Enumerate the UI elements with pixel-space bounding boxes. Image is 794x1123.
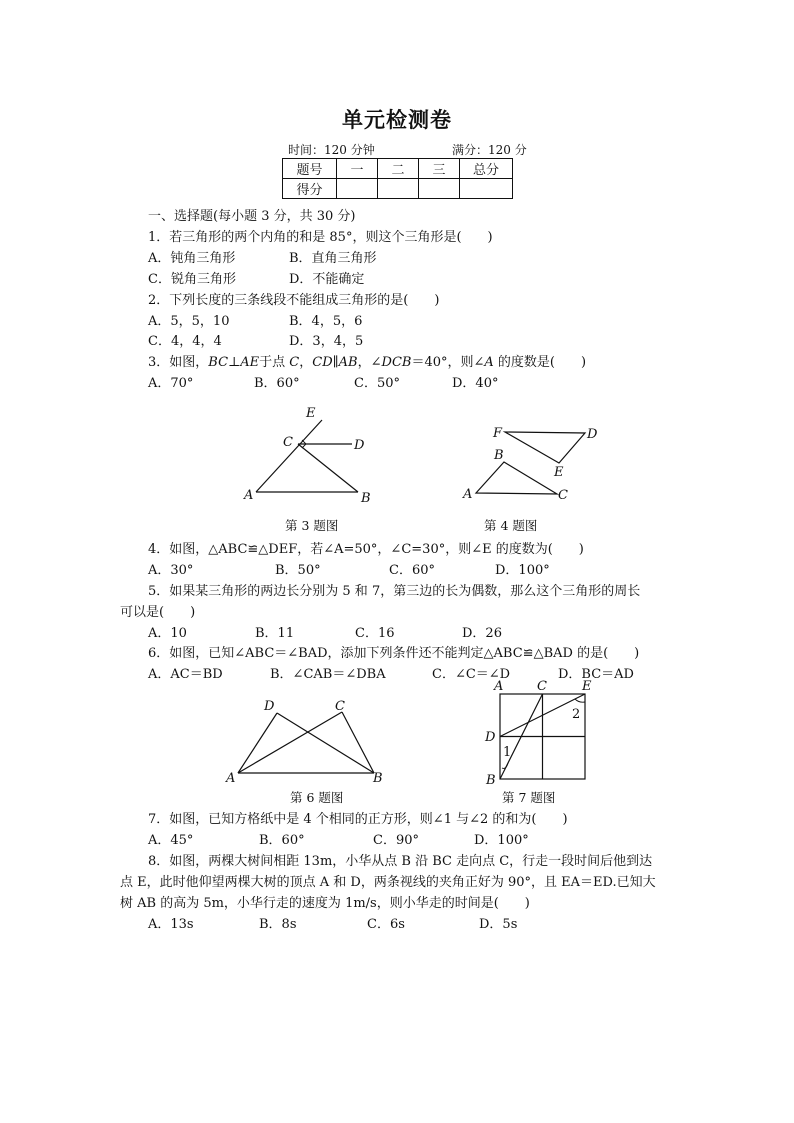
section-heading: 一、选择题(每小题 3 分，共 30 分) [148, 209, 356, 224]
question-4-option-a: A．30° [148, 563, 194, 578]
question-1-option-a: A．钝角三角形 [148, 251, 236, 266]
question-4-stem: 4．如图，△ABC≌△DEF，若∠A=50°，∠C=30°，则∠E 的度数为( ) [148, 542, 584, 557]
question-7-option-c: C．90° [373, 833, 419, 848]
fig6-label-d: D [264, 699, 275, 714]
score-cell[interactable] [378, 179, 419, 199]
fig7-label-b: B [486, 773, 496, 788]
fig7-label-c: C [537, 679, 547, 694]
figure-3 [236, 402, 386, 508]
q3-text: ，∠ [357, 355, 382, 370]
q3-text: DCB [381, 355, 412, 370]
question-6-stem: 6．如图，已知∠ABC＝∠BAD，添加下列条件还不能判定△ABC≌△BAD 的是( ) [148, 646, 640, 661]
fig4-triangle-def [505, 432, 585, 463]
question-2-stem: 2．下列长度的三条线段不能组成三角形的是( ) [148, 293, 440, 308]
figure-4-caption: 第 4 题图 [484, 518, 538, 533]
fig7-label-angle-2: 2 [572, 707, 581, 722]
fig6-segment-ad [238, 713, 277, 773]
score-table-header-cell: 一 [337, 159, 378, 179]
fig3-label-b: B [361, 491, 371, 506]
question-7-option-b: B．60° [259, 833, 305, 848]
question-8-option-c: C．6s [367, 917, 405, 932]
score-table-header-row [283, 159, 513, 179]
question-8-option-d: D．5s [479, 917, 518, 932]
question-6-option-a: A．AC＝BD [148, 667, 223, 682]
question-8-line-3: 树 AB 的高为 5m，小华行走的速度为 1m/s，则小华走的时间是( ) [120, 896, 530, 911]
score-table-header-cell: 总分 [460, 159, 513, 179]
question-5-option-a: A．10 [148, 626, 187, 641]
question-7-option-d: D．100° [474, 833, 529, 848]
question-2-option-c: C．4，4，4 [148, 334, 222, 349]
fig6-label-c: C [335, 699, 345, 714]
figure-6-caption: 第 6 题图 [290, 790, 344, 805]
fig7-label-a: A [494, 679, 504, 694]
q3-text: AB [338, 355, 358, 370]
question-6-option-c: C．∠C＝∠D [432, 667, 511, 682]
question-1-option-b: B．直角三角形 [289, 251, 377, 266]
figure-6 [222, 695, 392, 790]
question-3-stem [148, 351, 586, 370]
question-5-option-d: D．26 [462, 626, 502, 641]
fig3-label-d: D [354, 438, 365, 453]
question-6-option-b: B．∠CAB＝∠DBA [270, 667, 386, 682]
figure-4 [458, 418, 608, 508]
fig4-label-f: F [493, 426, 503, 441]
score-table-row-label: 得分 [283, 179, 337, 199]
question-1-option-c: C．锐角三角形 [148, 272, 236, 287]
fig4-triangle-abc [476, 462, 557, 494]
question-2-option-d: D．3，4，5 [289, 334, 364, 349]
q3-text: BC [208, 355, 229, 370]
fig4-label-c: C [558, 488, 568, 503]
page-title: 单元检测卷 [342, 107, 452, 132]
score-table [282, 158, 513, 199]
score-table-header-cell: 二 [378, 159, 419, 179]
question-1-stem: 1．若三角形的两个内角的和是 85°，则这个三角形是( ) [148, 230, 493, 245]
q3-text: A [484, 355, 494, 370]
q3-text: ⊥ [228, 355, 241, 370]
question-2-option-b: B．4，5，6 [289, 314, 363, 329]
question-3-option-a: A．70° [148, 376, 194, 391]
figure-3-caption: 第 3 题图 [285, 518, 339, 533]
question-2-option-a: A．5，5，10 [148, 314, 230, 329]
q3-text: C [289, 355, 300, 370]
question-3-option-d: D．40° [452, 376, 499, 391]
question-7-option-a: A．45° [148, 833, 194, 848]
fig6-label-a: A [226, 771, 236, 786]
question-7-stem: 7．如图，已知方格纸中是 4 个相同的正方形，则∠1 与∠2 的和为( ) [148, 812, 568, 827]
score-table-header-cell: 三 [419, 159, 460, 179]
fig3-label-c: C [283, 435, 293, 450]
fig4-label-d: D [587, 427, 598, 442]
score-info: 满分：120 分 [452, 143, 527, 157]
q3-text: 于点 [259, 355, 290, 370]
time-info: 时间：120 分钟 [288, 143, 375, 157]
fig4-label-a: A [463, 487, 473, 502]
question-8-option-a: A．13s [148, 917, 194, 932]
q3-text: CD [312, 355, 333, 370]
fig7-label-angle-1: 1 [503, 745, 512, 760]
score-cell[interactable] [337, 179, 378, 199]
question-8-line-2: 点 E，此时他仰望两棵大树的顶点 A 和 D，两条视线的夹角正好为 90°，且 EA＝ED.已知大 [120, 875, 656, 890]
question-5-line-1: 5．如果某三角形的两边长分别为 5 和 7，第三边的长为偶数，那么这个三角形的周长 [148, 584, 641, 599]
fig3-label-e: E [306, 406, 316, 421]
question-3-option-b: B．60° [254, 376, 300, 391]
q3-text: 的度数是( ) [493, 355, 587, 370]
fig7-label-d: D [485, 730, 496, 745]
score-table-score-row [283, 179, 513, 199]
q3-text: 3．如图， [148, 355, 209, 370]
question-6-option-d: D．BC＝AD [558, 667, 634, 682]
figure-7-caption: 第 7 题图 [502, 790, 556, 805]
fig6-label-b: B [373, 771, 383, 786]
question-8-option-b: B．8s [259, 917, 297, 932]
q3-text: ∥ [332, 355, 339, 370]
question-5-option-c: C．16 [355, 626, 395, 641]
q3-text: AE [240, 355, 260, 370]
fig7-angle-2-arc [575, 699, 585, 702]
question-4-option-b: B．50° [275, 563, 321, 578]
question-5-line-2: 可以是( ) [120, 605, 196, 620]
fig7-label-e: E [582, 679, 592, 694]
question-4-option-d: D．100° [495, 563, 550, 578]
q3-text: ＝40°，则∠ [411, 355, 485, 370]
question-5-option-b: B．11 [255, 626, 295, 641]
q3-text: ， [299, 355, 313, 370]
question-8-line-1: 8．如图，两棵大树间相距 13m，小华从点 B 沿 BC 走向点 C，行走一段时间后他到达 [148, 854, 653, 869]
score-table-header-cell: 题号 [283, 159, 337, 179]
fig6-segment-cb [342, 712, 374, 773]
fig3-segment-cb [298, 444, 358, 492]
score-cell[interactable] [419, 179, 460, 199]
question-3-option-c: C．50° [354, 376, 400, 391]
fig3-label-a: A [244, 488, 254, 503]
question-1-option-d: D．不能确定 [289, 272, 365, 287]
score-cell[interactable] [460, 179, 513, 199]
figure-7 [480, 676, 598, 788]
fig4-label-b: B [494, 448, 504, 463]
question-4-option-c: C．60° [389, 563, 435, 578]
fig4-label-e: E [554, 465, 564, 480]
